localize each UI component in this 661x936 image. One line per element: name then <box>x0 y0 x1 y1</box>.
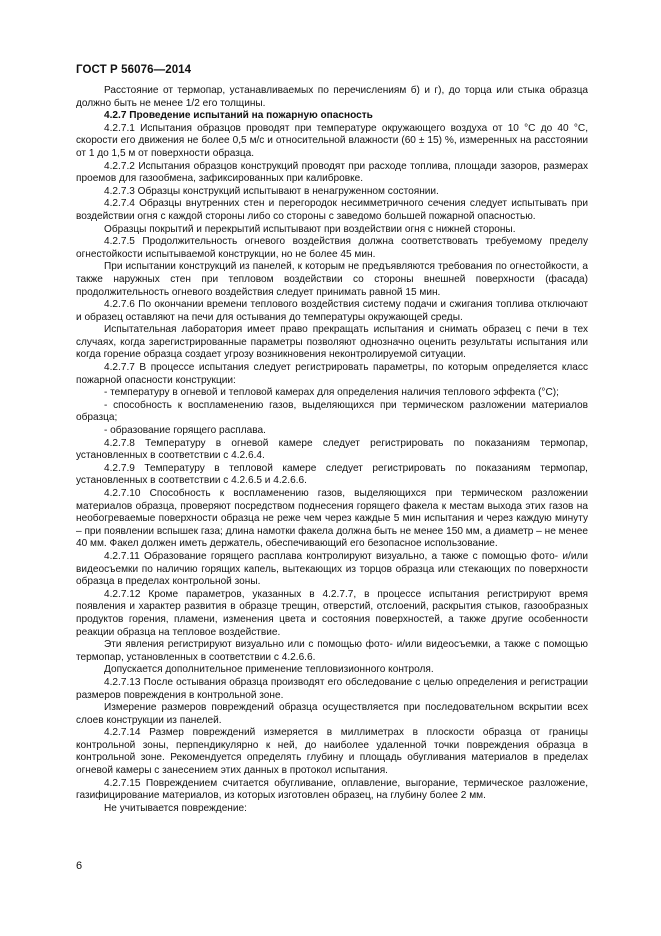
paragraph: Испытательная лаборатория имеет право прекращать испытания и снимать образец с печи в тех случаях, когда зарегистрированные параметры позволяют однозначно оценить результаты испытания или когда горение образца создает угрозу возникновения неконтролируемой ситуации. <box>76 324 588 361</box>
section-heading: 4.2.7 Проведение испытаний на пожарную опасность <box>104 110 373 122</box>
list-item: - образование горящего расплава. <box>104 425 266 437</box>
paragraph: При испытании конструкций из панелей, к которым не предъявляются требования по огнестойкости, а также наружных стен при тепловом воздействии со стороны внешней поверхности (фасада) продолжительность огневого воздействия следует принимать равной 15 мин. <box>76 261 588 298</box>
paragraph: 4.2.7.1 Испытания образцов проводят при температуре окружающего воздуха от 10 °С до 40 °С, скорости его движения не более 0,5 м/с и относительной влажности (60 ± 15) %, измеренных на расстоянии от 1 до 1,5 м от поверхности образца. <box>76 122 588 159</box>
paragraph: 4.2.7.3 Образцы конструкций испытывают в ненагруженном состоянии. <box>104 185 439 197</box>
paragraph: 4.2.7.12 Кроме параметров, указанных в 4.2.7.7, в процессе испытания регистрируют время появления и характер развития в образце трещин, отверстий, отслоений, раскрытия стыков, газообразных продуктов горения, пламени, изменения цвета и состояния поверхностей, а также другие особенности реакции образца на тепловое воздействие. <box>76 588 588 638</box>
paragraph: 4.2.7.11 Образование горящего расплава контролируют визуально, а также с помощью фото- и/или видеосъемки по наличию горящих капель, вытекающих из торцов образца или стекающих по поверхности образца в пределах контрольной зоны. <box>76 550 588 588</box>
paragraph: 4.2.7.13 После остывания образца производят его обследование с целью определения и регистрации размеров повреждения в контрольной зоне. <box>76 676 588 701</box>
paragraph: Образцы покрытий и перекрытий испытывают при воздействии огня с нижней стороны. <box>104 223 516 235</box>
paragraph: 4.2.7.2 Испытания образцов конструкций проводят при расходе топлива, площади зазоров, размерах проемов для газообмена, зафиксированных при калибровке. <box>76 160 588 185</box>
paragraph: 4.2.7.4 Образцы внутренних стен и перегородок несимметричного сечения следует испытывать при воздействии огня с каждой стороны либо со стороны с заведомо большей пожарной опасностью. <box>76 198 588 222</box>
paragraph: Не учитывается повреждение: <box>104 802 247 814</box>
list-item: - температуру в огневой и тепловой камерах для определения наличия теплового эффекта (°С); <box>104 387 559 399</box>
paragraph: 4.2.7.10 Способность к воспламенению газов, выделяющихся при термическом разложении материалов образца, проверяют посредством поднесения горящего факела к местам выхода этих газов на необогреваемые поверхности образца не реже чем через каждые 5 мин испытания и через каждую минуту – при появлении вспышек газа; длина намотки факела должна быть не менее 150 мм, а диаметр – не менее 40 мм. Факел должен иметь держатель, обеспечивающий его безопасное использование. <box>76 488 588 550</box>
document-header: ГОСТ Р 56076—2014 <box>76 64 192 76</box>
paragraph: Допускается дополнительное применение тепловизионного контроля. <box>104 664 434 676</box>
paragraph: 4.2.7.15 Повреждением считается обугливание, оплавление, выгорание, термическое разложение, газифицирование материалов, из которых изготовлен образец, на глубину более 2 мм. <box>76 777 588 802</box>
paragraph: Эти явления регистрируют визуально или с помощью фото- и/или видеосъемки, а также с помощью термопар, установленных в соответствии с 4.2.6.6. <box>76 639 588 663</box>
page-number: 6 <box>76 860 83 872</box>
paragraph: 4.2.7.7 В процессе испытания следует регистрировать параметры, по которым определяется класс пожарной опасности конструкции: <box>76 362 588 386</box>
paragraph: Измерение размеров повреждений образца осуществляется при последовательном вскрытии всех слоев конструкции из панелей. <box>76 702 588 726</box>
document-body <box>76 85 588 815</box>
paragraph: 4.2.7.8 Температуру в огневой камере следует регистрировать по показаниям термопар, установленных в соответствии с 4.2.6.4. <box>76 437 588 462</box>
paragraph: 4.2.7.14 Размер повреждений измеряется в миллиметрах в плоскости образца от границы контрольной зоны, перпендикулярно к ней, до наиболее удаленной точки повреждения образца в контрольной зоне. Рекомендуется определять глубину и площадь обугливания материалов в пределах огневой камеры с занесением этих данных в протокол испытания. <box>76 727 588 777</box>
paragraph: Расстояние от термопар, устанавливаемых по перечислениям б) и г), до торца или стыка образца должно быть не менее 1/2 его толщины. <box>76 85 588 109</box>
list-item: - способность к воспламенению газов, выделяющихся при термическом разложении материалов образца; <box>76 399 588 424</box>
paragraph: 4.2.7.6 По окончании времени теплового воздействия систему подачи и сжигания топлива отключают и образец оставляют на печи для остывания до температуры окружающей среды. <box>76 299 588 323</box>
paragraph: 4.2.7.9 Температуру в тепловой камере следует регистрировать по показаниям термопар, установленных в соответствии с 4.2.6.5 и 4.2.6.6. <box>76 462 588 487</box>
paragraph: 4.2.7.5 Продолжительность огневого воздействия должна соответствовать требуемому пределу огнестойкости испытываемой конструкции, но не более 45 мин. <box>76 236 588 260</box>
